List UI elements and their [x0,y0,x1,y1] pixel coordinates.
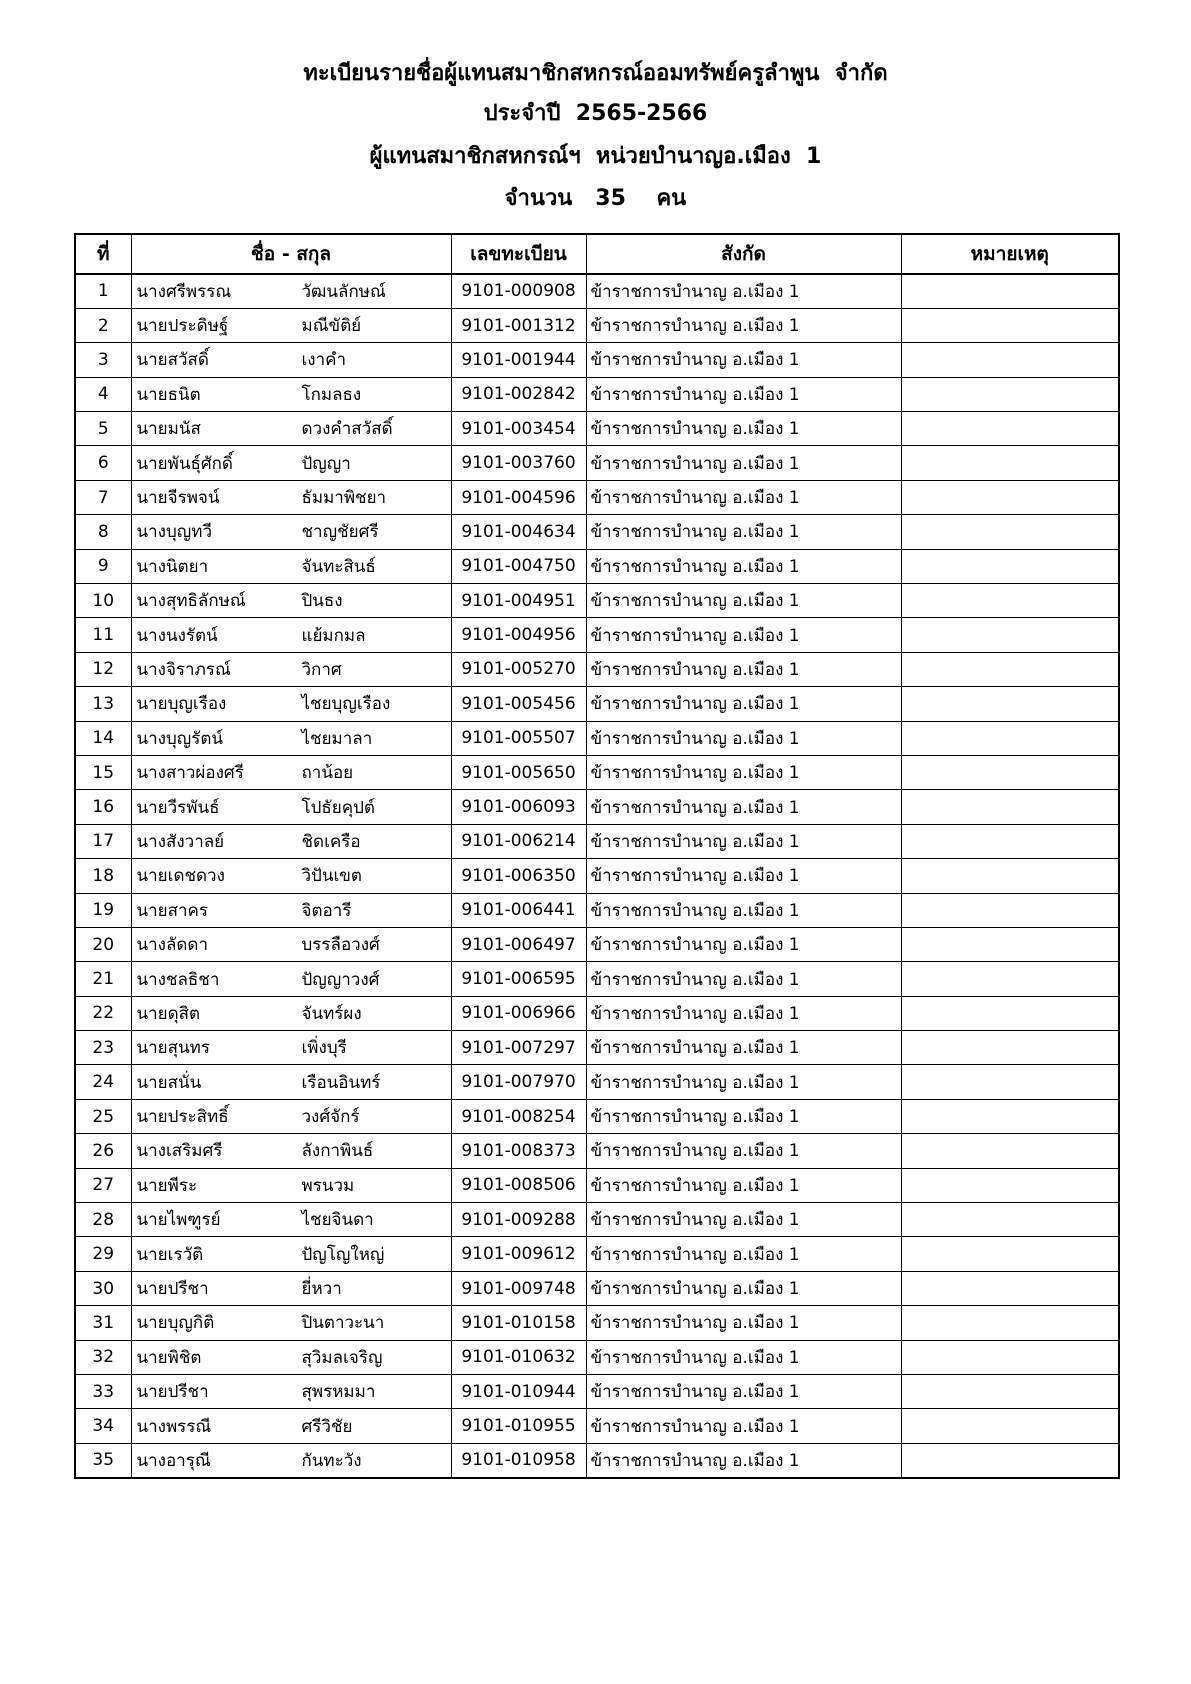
row-number: 11 [75,618,131,652]
remark [901,1271,1119,1305]
remark [901,962,1119,996]
row-number: 7 [75,480,131,514]
row-number: 3 [75,343,131,377]
member-name [131,1271,451,1305]
last-name: กันทะวัง [301,1450,362,1471]
registration-number: 9101-008506 [451,1168,586,1202]
first-name: นายประสิทธิ์ [136,1107,229,1128]
document-title: ทะเบียนรายชื่อผู้แทนสมาชิกสหกรณ์ออมทรัพย์ครูลำพูน จำกัด [303,61,888,86]
remark [901,1203,1119,1237]
table-row [75,1099,1119,1133]
registration-number: 9101-010632 [451,1340,586,1374]
remark [901,1134,1119,1168]
affiliation: ข้าราชการบำนาญ อ.เมือง 1 [586,549,901,583]
last-name: โกมลธง [301,384,362,405]
first-name: นางบุญทวี [136,522,212,543]
last-name: ชิดเครือ [301,831,361,852]
remark [901,1099,1119,1133]
affiliation: ข้าราชการบำนาญ อ.เมือง 1 [586,1409,901,1443]
registration-number: 9101-009288 [451,1203,586,1237]
row-number: 31 [75,1306,131,1340]
member-name [131,859,451,893]
row-number: 13 [75,687,131,721]
affiliation: ข้าราชการบำนาญ อ.เมือง 1 [586,1203,901,1237]
row-number: 12 [75,652,131,686]
table-row [75,1409,1119,1443]
table-row [75,1375,1119,1409]
table-row [75,1271,1119,1305]
affiliation: ข้าราชการบำนาญ อ.เมือง 1 [586,893,901,927]
row-number: 17 [75,824,131,858]
last-name: ปัญโญใหญ่ [301,1244,385,1265]
table-row [75,480,1119,514]
row-number: 4 [75,377,131,411]
table-row [75,824,1119,858]
member-name [131,480,451,514]
remark [901,412,1119,446]
registration-number: 9101-009748 [451,1271,586,1305]
member-name [131,412,451,446]
row-number: 14 [75,721,131,755]
row-number: 29 [75,1237,131,1271]
member-name [131,1340,451,1374]
member-name [131,1134,451,1168]
affiliation: ข้าราชการบำนาญ อ.เมือง 1 [586,1306,901,1340]
table-row [75,1134,1119,1168]
registration-number: 9101-001312 [451,308,586,342]
last-name: ปัญญาวงศ์ [301,969,380,990]
member-name [131,893,451,927]
last-name: โปธัยคุปต์ [301,797,375,818]
row-number: 6 [75,446,131,480]
last-name: ธัมมาพิชยา [301,488,387,509]
first-name: นายสนั่น [136,1072,202,1093]
member-name [131,377,451,411]
affiliation: ข้าราชการบำนาญ อ.เมือง 1 [586,377,901,411]
member-name [131,755,451,789]
registration-number: 9101-004596 [451,480,586,514]
registration-number: 9101-006214 [451,824,586,858]
table-row [75,859,1119,893]
registration-number: 9101-006350 [451,859,586,893]
remark [901,308,1119,342]
affiliation: ข้าราชการบำนาญ อ.เมือง 1 [586,446,901,480]
remark [901,1409,1119,1443]
remark [901,274,1119,308]
registration-number: 9101-003760 [451,446,586,480]
registration-number: 9101-000908 [451,274,586,308]
affiliation: ข้าราชการบำนาญ อ.เมือง 1 [586,790,901,824]
first-name: นายจีรพจน์ [136,488,220,509]
first-name: นายบุญเรือง [136,694,227,715]
registration-number: 9101-006966 [451,996,586,1030]
row-number: 26 [75,1134,131,1168]
registration-number: 9101-004750 [451,549,586,583]
last-name: วงศ์จักร์ [301,1107,360,1128]
row-number: 23 [75,1031,131,1065]
first-name: นางบุญรัตน์ [136,728,224,749]
first-name: นายพีระ [136,1175,198,1196]
remark [901,1340,1119,1374]
table-row [75,1443,1119,1477]
affiliation: ข้าราชการบำนาญ อ.เมือง 1 [586,996,901,1030]
row-number: 22 [75,996,131,1030]
remark [901,1031,1119,1065]
table-row [75,343,1119,377]
affiliation: ข้าราชการบำนาญ อ.เมือง 1 [586,1031,901,1065]
registration-number: 9101-005270 [451,652,586,686]
affiliation: ข้าราชการบำนาญ อ.เมือง 1 [586,1065,901,1099]
last-name: ชาญชัยศรี [301,522,379,543]
member-name [131,1306,451,1340]
registration-number: 9101-006441 [451,893,586,927]
remark [901,721,1119,755]
first-name: นายบุญกิติ [136,1313,215,1334]
row-number: 33 [75,1375,131,1409]
member-name [131,824,451,858]
last-name: สุพรหมมา [301,1382,376,1403]
column-header-no: ที่ [75,234,131,274]
table-header-row [75,234,1119,274]
table-row [75,1340,1119,1374]
row-number: 32 [75,1340,131,1374]
table-row [75,721,1119,755]
remark [901,687,1119,721]
first-name: นางชลธิชา [136,969,220,990]
registration-number: 9101-006595 [451,962,586,996]
remark [901,480,1119,514]
affiliation: ข้าราชการบำนาญ อ.เมือง 1 [586,480,901,514]
document-count: จำนวน 35 คน [504,186,687,211]
row-number: 18 [75,859,131,893]
last-name: วิปันเขต [301,866,362,887]
affiliation: ข้าราชการบำนาญ อ.เมือง 1 [586,721,901,755]
first-name: นางสังวาลย์ [136,831,225,852]
row-number: 27 [75,1168,131,1202]
first-name: นายสวัสดิ์ [136,350,209,371]
affiliation: ข้าราชการบำนาญ อ.เมือง 1 [586,859,901,893]
member-name [131,308,451,342]
first-name: นายพันธุ์ศักดิ์ [136,453,233,474]
table-row [75,1203,1119,1237]
last-name: พรนวม [301,1175,355,1196]
affiliation: ข้าราชการบำนาญ อ.เมือง 1 [586,962,901,996]
table-row [75,893,1119,927]
first-name: นางพรรณี [136,1416,212,1437]
first-name: นางนงรัตน์ [136,625,218,646]
row-number: 30 [75,1271,131,1305]
member-name [131,1375,451,1409]
affiliation: ข้าราชการบำนาญ อ.เมือง 1 [586,515,901,549]
table-row [75,308,1119,342]
last-name: ถาน้อย [301,763,354,784]
first-name: นายมนัส [136,419,201,440]
last-name: ศรีวิชัย [301,1416,353,1437]
member-name [131,962,451,996]
table-row [75,790,1119,824]
first-name: นายไพฑูรย์ [136,1210,221,1231]
affiliation: ข้าราชการบำนาญ อ.เมือง 1 [586,1099,901,1133]
remark [901,515,1119,549]
registration-number: 9101-009612 [451,1237,586,1271]
row-number: 19 [75,893,131,927]
member-name [131,790,451,824]
last-name: เรือนอินทร์ [301,1072,381,1093]
last-name: ปินตาวะนา [301,1313,385,1334]
last-name: ปัญญา [301,453,351,474]
affiliation: ข้าราชการบำนาญ อ.เมือง 1 [586,824,901,858]
remark [901,1375,1119,1409]
member-name [131,1409,451,1443]
row-number: 5 [75,412,131,446]
affiliation: ข้าราชการบำนาญ อ.เมือง 1 [586,1443,901,1477]
table-row [75,412,1119,446]
first-name: นายปรีชา [136,1279,209,1300]
remark [901,446,1119,480]
remark [901,755,1119,789]
table-row [75,1237,1119,1271]
table-row [75,584,1119,618]
member-name [131,584,451,618]
table-row [75,274,1119,308]
first-name: นายประดิษฐ์ [136,316,229,337]
column-header-reg-no: เลขทะเบียน [451,234,586,274]
affiliation: ข้าราชการบำนาญ อ.เมือง 1 [586,1237,901,1271]
row-number: 1 [75,274,131,308]
registration-number: 9101-007297 [451,1031,586,1065]
last-name: ลังกาพินธ์ [301,1141,374,1162]
last-name: จันทร์ผง [301,1003,362,1024]
table-row [75,549,1119,583]
row-number: 8 [75,515,131,549]
member-name [131,274,451,308]
last-name: ไชยมาลา [301,728,373,749]
remark [901,1237,1119,1271]
first-name: นายพิชิต [136,1347,202,1368]
first-name: นางสุทธิลักษณ์ [136,591,246,612]
member-name [131,721,451,755]
table-row [75,755,1119,789]
row-number: 10 [75,584,131,618]
registration-number: 9101-004956 [451,618,586,652]
row-number: 21 [75,962,131,996]
remark [901,584,1119,618]
registration-number: 9101-010158 [451,1306,586,1340]
registration-number: 9101-006093 [451,790,586,824]
row-number: 25 [75,1099,131,1133]
last-name: เงาคำ [301,350,347,371]
table-row [75,515,1119,549]
last-name: ดวงคำสวัสดิ์ [301,419,393,440]
first-name: นายปรีชา [136,1382,209,1403]
remark [901,1306,1119,1340]
registration-number: 9101-005507 [451,721,586,755]
remark [901,996,1119,1030]
row-number: 34 [75,1409,131,1443]
remark [901,1168,1119,1202]
registration-number: 9101-002842 [451,377,586,411]
last-name: มณีขัติย์ [301,316,362,337]
table-row [75,927,1119,961]
remark [901,859,1119,893]
affiliation: ข้าราชการบำนาญ อ.เมือง 1 [586,755,901,789]
representative-table [74,233,1120,1479]
table-row [75,996,1119,1030]
member-name [131,996,451,1030]
registration-number: 9101-006497 [451,927,586,961]
affiliation: ข้าราชการบำนาญ อ.เมือง 1 [586,687,901,721]
last-name: ไชยจินดา [301,1210,374,1231]
row-number: 28 [75,1203,131,1237]
first-name: นางสาวผ่องศรี [136,763,244,784]
remark [901,824,1119,858]
first-name: นางจิราภรณ์ [136,659,231,680]
last-name: ปินธง [301,591,343,612]
first-name: นางอารุณี [136,1450,211,1471]
document-unit: ผู้แทนสมาชิกสหกรณ์ฯ หน่วยบำนาญอ.เมือง 1 [369,144,822,169]
first-name: นายวีรพันธ์ [136,797,220,818]
column-header-affiliation: สังกัด [586,234,901,274]
table-row [75,1065,1119,1099]
remark [901,549,1119,583]
last-name: ไชยบุญเรือง [301,694,391,715]
affiliation: ข้าราชการบำนาญ อ.เมือง 1 [586,308,901,342]
first-name: นายสาคร [136,900,209,921]
member-name [131,927,451,961]
registration-number: 9101-010944 [451,1375,586,1409]
first-name: นายเดชดวง [136,866,225,887]
remark [901,377,1119,411]
member-name [131,652,451,686]
registration-number: 9101-001944 [451,343,586,377]
affiliation: ข้าราชการบำนาญ อ.เมือง 1 [586,584,901,618]
first-name: นายสุนทร [136,1038,210,1059]
registration-number: 9101-005650 [451,755,586,789]
table-row [75,1031,1119,1065]
member-name [131,446,451,480]
affiliation: ข้าราชการบำนาญ อ.เมือง 1 [586,618,901,652]
last-name: ยี่หวา [301,1279,342,1300]
affiliation: ข้าราชการบำนาญ อ.เมือง 1 [586,1271,901,1305]
table-row [75,446,1119,480]
member-name [131,1099,451,1133]
remark [901,927,1119,961]
document-year: ประจำปี 2565-2566 [483,101,708,126]
last-name: จิตอารี [301,900,352,921]
registration-number: 9101-010958 [451,1443,586,1477]
row-number: 15 [75,755,131,789]
last-name: เพิ่งบุรี [301,1038,347,1059]
remark [901,893,1119,927]
registration-number: 9101-005456 [451,687,586,721]
last-name: วัฒนลักษณ์ [301,281,386,302]
registration-number: 9101-003454 [451,412,586,446]
affiliation: ข้าราชการบำนาญ อ.เมือง 1 [586,927,901,961]
member-name [131,515,451,549]
table-row [75,1306,1119,1340]
registration-number: 9101-004951 [451,584,586,618]
first-name: นางศรีพรรณ [136,281,232,302]
member-name [131,1168,451,1202]
affiliation: ข้าราชการบำนาญ อ.เมือง 1 [586,1340,901,1374]
affiliation: ข้าราชการบำนาญ อ.เมือง 1 [586,343,901,377]
table-row [75,962,1119,996]
remark [901,618,1119,652]
first-name: นางเสริมศรี [136,1141,223,1162]
registration-number: 9101-007970 [451,1065,586,1099]
affiliation: ข้าราชการบำนาญ อ.เมือง 1 [586,1375,901,1409]
first-name: นางนิตยา [136,556,209,577]
last-name: แย้มกมล [301,625,366,646]
member-name [131,618,451,652]
affiliation: ข้าราชการบำนาญ อ.เมือง 1 [586,1134,901,1168]
remark [901,343,1119,377]
row-number: 20 [75,927,131,961]
member-name [131,1443,451,1477]
table-row [75,1168,1119,1202]
last-name: วิกาศ [301,659,342,680]
member-name [131,1031,451,1065]
last-name: บรรลือวงศ์ [301,935,380,956]
column-header-name: ชื่อ - สกุล [131,234,451,274]
remark [901,652,1119,686]
remark [901,1065,1119,1099]
table-row [75,618,1119,652]
last-name: จันทะสินธ์ [301,556,376,577]
table-body [75,274,1119,1478]
first-name: นางลัดดา [136,935,209,956]
registration-number: 9101-008254 [451,1099,586,1133]
registration-number: 9101-010955 [451,1409,586,1443]
affiliation: ข้าราชการบำนาญ อ.เมือง 1 [586,412,901,446]
first-name: นายธนิต [136,384,201,405]
row-number: 2 [75,308,131,342]
member-name [131,1237,451,1271]
registration-number: 9101-008373 [451,1134,586,1168]
registration-number: 9101-004634 [451,515,586,549]
member-name [131,549,451,583]
member-name [131,1203,451,1237]
row-number: 24 [75,1065,131,1099]
row-number: 16 [75,790,131,824]
remark [901,790,1119,824]
member-name [131,343,451,377]
first-name: นายเรวัติ [136,1244,204,1265]
first-name: นายดุสิต [136,1003,201,1024]
affiliation: ข้าราชการบำนาญ อ.เมือง 1 [586,1168,901,1202]
row-number: 9 [75,549,131,583]
last-name: สุวิมลเจริญ [301,1347,383,1368]
table-row [75,377,1119,411]
row-number: 35 [75,1443,131,1477]
member-name [131,687,451,721]
table-row [75,652,1119,686]
affiliation: ข้าราชการบำนาญ อ.เมือง 1 [586,274,901,308]
affiliation: ข้าราชการบำนาญ อ.เมือง 1 [586,652,901,686]
remark [901,1443,1119,1477]
table-row [75,687,1119,721]
column-header-remark: หมายเหตุ [901,234,1119,274]
member-name [131,1065,451,1099]
